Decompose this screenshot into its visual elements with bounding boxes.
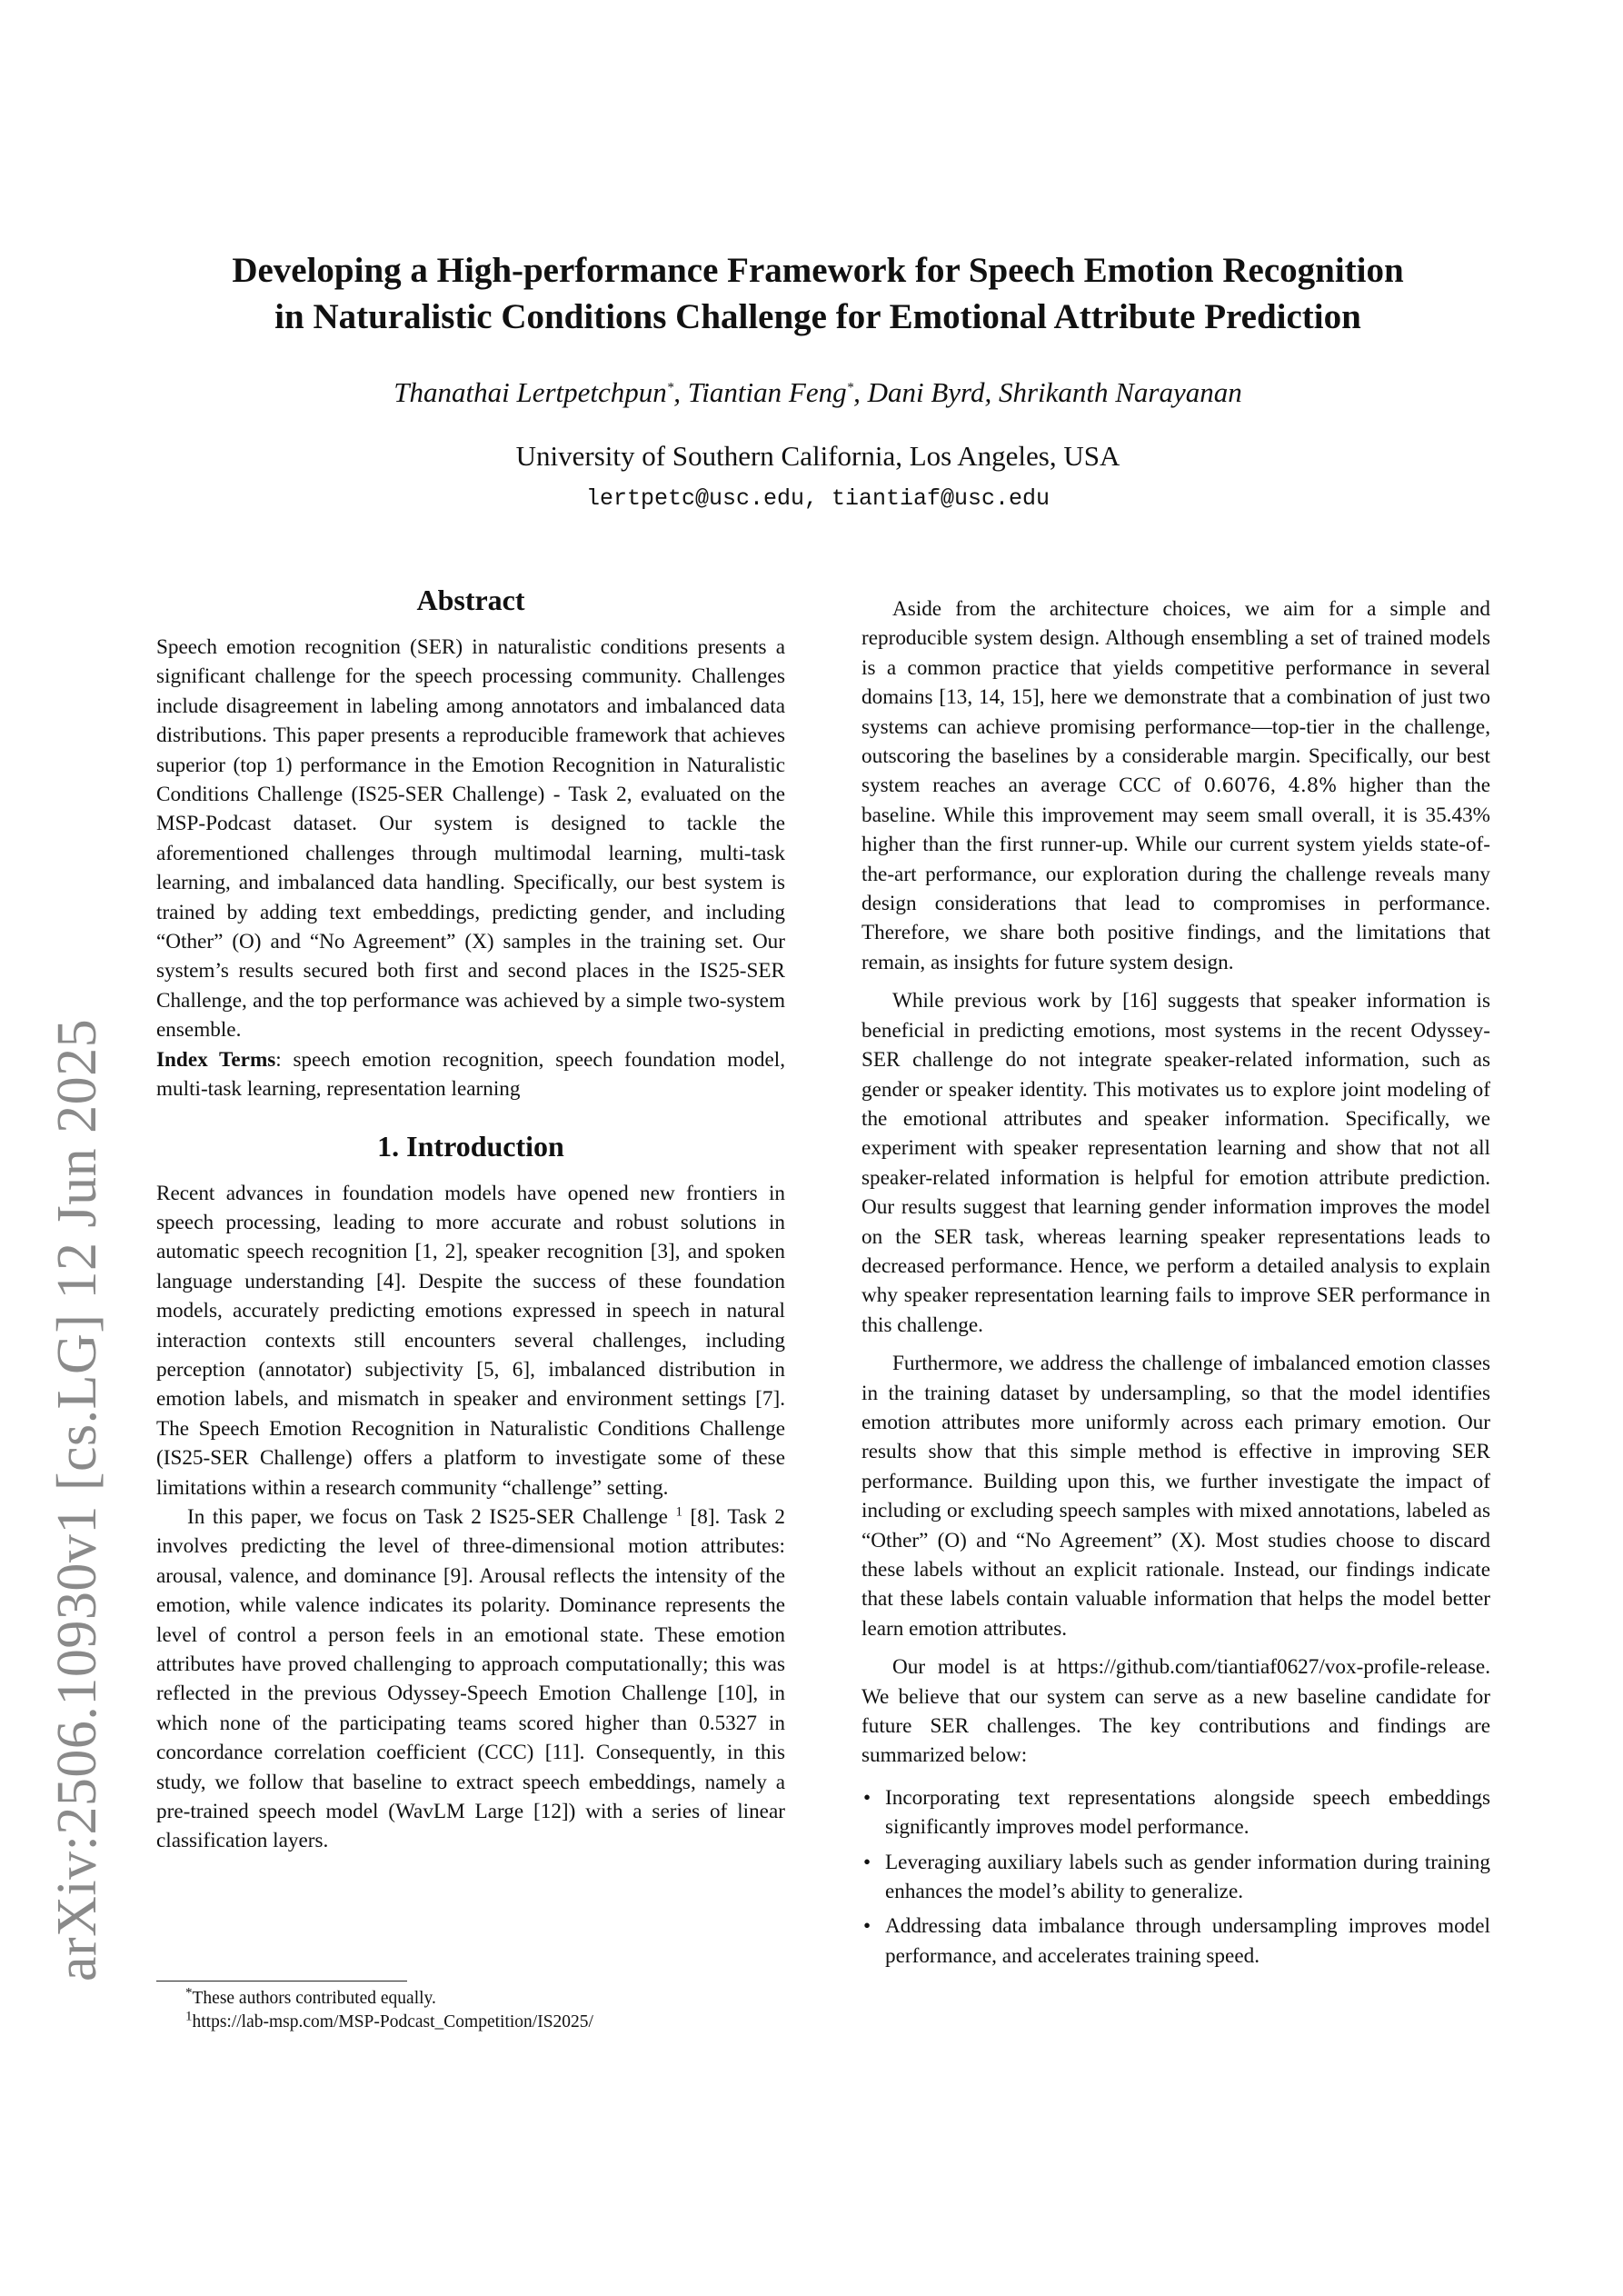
author-name: Dani Byrd bbox=[867, 376, 985, 408]
list-item bbox=[861, 1783, 1490, 1842]
affiliation: University of Southern California, Los Angeles, USA bbox=[515, 440, 1120, 472]
footnote-equal-contribution bbox=[156, 1987, 785, 2011]
intro-p2-start: In this paper, we focus on Task 2 IS25-SER Challenge bbox=[187, 1504, 676, 1529]
intro-p2-rest: [8]. Task 2 involves predicting the level of three-dimensional motion attributes: arousal, valence, and dominance [9]. Arousal reflects the intensity of the emotion, while valence indicates its polarity. Dominance represents the level of control a person feels in an emotional state. These emotion attributes have proved challenging to approach computationally; this was reflected in the previous Odyssey-Speech Emotion Challenge [10], in which none of the participating teams scored higher than 0.5327 in concordance correlation coefficient (CCC) [11]. Consequently, in this study, we follow that baseline to extract speech embeddings, namely a pre-trained speech model (WavLM Large [12]) with a series of linear classification layers. bbox=[156, 1504, 785, 1853]
author-name: Tiantian Feng bbox=[687, 376, 847, 408]
footnote-challenge-url bbox=[156, 2011, 785, 2034]
right-paragraph-2: While previous work by [16] suggests that speaker information is beneficial in predicting emotions, most systems in the recent Odyssey-SER challenge do not integrate speaker-related information, such as gender or speaker identity. This motivates us to explore joint modeling of the emotional attributes and speaker information. Specifically, we experiment with speaker representation learning and show that not all speaker-related information is helpful for emotion attribute prediction. Our results suggest that learning gender information improves the model on the SER task, whereas learning speaker representations leads to decreased performance. Hence, we perform a detailed analysis to explain why speaker representation learning fails to improve SER performance in this challenge. bbox=[861, 989, 1490, 1337]
introduction-heading: 1. Introduction bbox=[377, 1129, 564, 1163]
bullet-icon: • bbox=[863, 1850, 871, 1874]
equal-contribution-mark: * bbox=[846, 380, 854, 395]
author-separator: , bbox=[853, 376, 868, 408]
ccc-value: 0.6076 bbox=[1203, 774, 1271, 797]
footnote-ref: 1 bbox=[675, 1504, 682, 1520]
index-terms bbox=[156, 1045, 785, 1104]
arxiv-identifier-stamp: arXiv:2506.10930v1 [cs.LG] 12 Jun 2025 bbox=[46, 1018, 108, 1982]
author-separator: , bbox=[984, 376, 999, 408]
abstract-body: Speech emotion recognition (SER) in naturalistic conditions presents a significant challenge for the speech processing community. Challenges include disagreement in labeling among annotators and imbalanced data distributions. This paper presents a reproducible framework that achieves superior (top 1) performance in the Emotion Recognition in Naturalistic Conditions Challenge (IS25-SER Challenge) - Task 2, evaluated on the MSP-Podcast dataset. Our system is designed to tackle the aforementioned challenges through multimodal learning, multi-task learning, and imbalanced data handling. Specifically, our best system is trained by adding text embeddings, predicting gender, and including “Other” (O) and “No Agreement” (X) samples in the training set. Our system’s results secured both first and second places in the IS25-SER Challenge, and the top performance was achieved by a simple two-system ensemble. bbox=[156, 635, 785, 1043]
title-line-2: in Naturalistic Conditions Challenge for Emotional Attribute Prediction bbox=[274, 297, 1361, 336]
equal-contribution-mark: * bbox=[666, 380, 674, 395]
right-column bbox=[861, 594, 1490, 1976]
author-list bbox=[145, 374, 1490, 411]
list-item bbox=[861, 1848, 1490, 1907]
title-line-1: Developing a High-performance Framework for Speech Emotion Recognition bbox=[232, 251, 1404, 290]
bullet-icon: • bbox=[863, 1914, 871, 1939]
index-terms-label: Index Terms bbox=[156, 1047, 276, 1072]
intro-paragraph-2 bbox=[156, 1502, 785, 1856]
intro-paragraph-1: Recent advances in foundation models have opened new frontiers in speech processing, leading to more accurate and robust solutions in automatic speech recognition [1, 2], speaker recognition [3], and spoken language understanding [4]. Despite the success of these foundation models, accurately predicting emotions expressed in speech in natural interaction contexts still encounters several challenges, including perception (annotator) subjectivity [5, 6], imbalanced distribution in emotion labels, and mismatch in speaker and environment settings [7]. The Speech Emotion Recognition in Naturalistic Conditions Challenge (IS25-SER Challenge) offers a platform to investigate some of these limitations within a research community “challenge” setting. bbox=[156, 1181, 785, 1500]
bullet-icon: • bbox=[863, 1785, 871, 1810]
footnote-mark: 1 bbox=[185, 2009, 193, 2024]
list-item-text: Leveraging auxiliary labels such as gender information during training enhances the model’s ability to generalize. bbox=[885, 1850, 1490, 1904]
contributions-list bbox=[861, 1783, 1490, 1971]
left-column bbox=[156, 582, 785, 1856]
footnote-text: These authors contributed equally. bbox=[192, 1989, 436, 2008]
index-terms-text: : speech emotion recognition, speech foundation model, multi-task learning, representation learning bbox=[156, 1047, 785, 1102]
right-paragraph-4: Our model is at https://github.com/tiantiaf0627/vox-profile-release. We believe that our system can serve as a new baseline candidate for future SER challenges. The key contributions and findings are summarized below: bbox=[861, 1655, 1490, 1768]
right-p1-comma: , bbox=[1270, 774, 1289, 798]
right-p1-rest: higher than the baseline. While this improvement may seem small overall, it is 35.43% higher than the first runner-up. While our current system yields state-of-the-art performance, our exploration during the challenge reveals many design considerations that lead to compromises in performance. Therefore, we share both positive findings, and the limitations that remain, as insights for future system design. bbox=[861, 774, 1490, 974]
right-paragraph-1 bbox=[861, 594, 1490, 977]
right-p1-start: Aside from the architecture choices, we aim for a simple and reproducible system design. Although ensembling a set of trained models is a common practice that yields competitive performance in several domains [13, 14, 15], here we demonstrate that a combination of just two systems can achieve promising performance—top-tier in the challenge, outscoring the baselines by a considerable margin. Specifically, our best system reaches an average CCC of bbox=[861, 597, 1490, 798]
right-paragraph-3: Furthermore, we address the challenge of imbalanced emotion classes in the training dataset by undersampling, so that the model identifies emotion attributes more uniformly across each primary emotion. Our results show that this simple method is effective in improving SER performance. Building upon this, we further investigate the impact of including or excluding speech samples with mixed annotations, labeled as “Other” (O) and “No Agreement” (X). Most studies choose to discard these labels without an explicit rationale. Instead, our findings indicate that these labels contain valuable information that helps the model better learn emotion attributes. bbox=[861, 1352, 1490, 1641]
footnote-mark: * bbox=[185, 1985, 193, 2001]
improvement-percent: 4.8% bbox=[1288, 774, 1338, 797]
footnote-rule bbox=[156, 1981, 407, 1982]
abstract-heading: Abstract bbox=[416, 584, 525, 616]
list-item-text: Addressing data imbalance through undersampling improves model performance, and accelerates training speed. bbox=[885, 1914, 1490, 1968]
footnote-text: https://lab-msp.com/MSP-Podcast_Competition/IS2025/ bbox=[192, 2012, 593, 2031]
paper-title bbox=[145, 247, 1490, 340]
author-name: Thanathai Lertpetchpun bbox=[393, 376, 667, 408]
footnotes bbox=[156, 1987, 785, 2034]
author-separator: , bbox=[673, 376, 688, 408]
author-name: Shrikanth Narayanan bbox=[998, 376, 1242, 408]
author-emails: lertpetc@usc.edu, tiantiaf@usc.edu bbox=[585, 485, 1050, 512]
list-item bbox=[861, 1912, 1490, 1971]
list-item-text: Incorporating text representations alongside speech embeddings significantly improves model performance. bbox=[885, 1785, 1490, 1840]
